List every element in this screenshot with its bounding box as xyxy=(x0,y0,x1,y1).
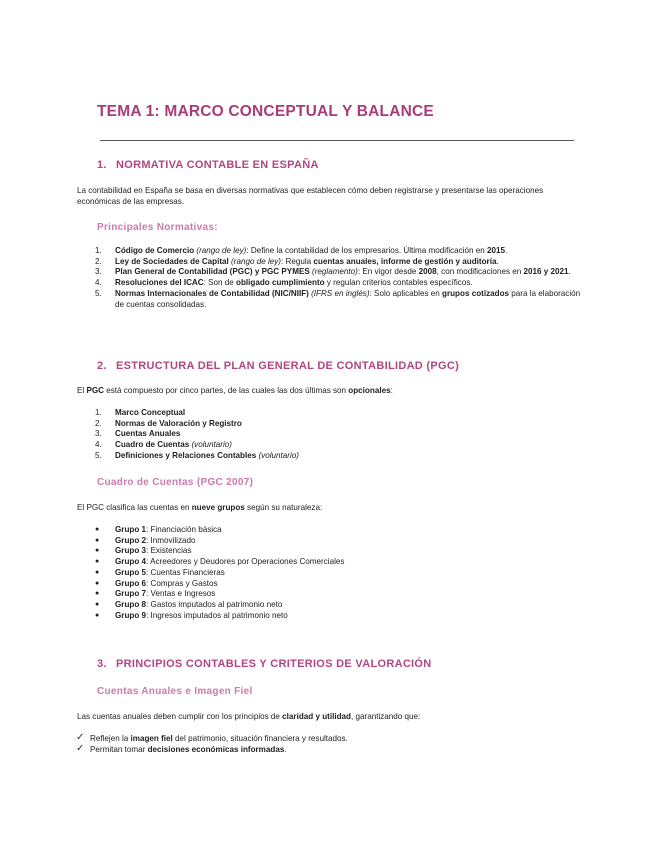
list-marker: 2. xyxy=(95,256,102,266)
list-item xyxy=(95,568,495,579)
list-item xyxy=(95,278,590,289)
intro-mid: está compuesto por cinco partes, de las cuales las dos últimas son xyxy=(104,386,349,395)
group-label: Grupo 3 xyxy=(115,546,147,556)
list-item xyxy=(95,611,495,622)
item-highlight-2: 2016 y 2021 xyxy=(523,267,569,277)
part-title: Marco Conceptual xyxy=(115,408,186,417)
part-title: Cuadro de Cuentas xyxy=(115,440,190,450)
item-title: Resoluciones del ICAC xyxy=(115,278,204,288)
group-label: Grupo 1 xyxy=(115,525,147,534)
section3-heading xyxy=(97,658,432,670)
section1-heading xyxy=(97,159,319,171)
list-marker: 5. xyxy=(95,450,102,460)
list-item xyxy=(95,408,495,419)
item-highlight: grupos cotizados xyxy=(442,288,510,298)
section3-subheading: Cuentas Anuales e Imagen Fiel xyxy=(97,686,253,697)
bullet-icon: ● xyxy=(95,600,100,608)
list-item xyxy=(95,546,495,557)
intro-tail: : xyxy=(390,386,393,395)
section2-title: ESTRUCTURA DEL PLAN GENERAL DE CONTABILIDAD (PGC) xyxy=(116,360,460,372)
item-text: : Define la contabilidad de los empresarios. Última modificación en xyxy=(246,246,488,255)
item-tail: . xyxy=(505,246,508,255)
item-highlight: obligado cumplimiento xyxy=(236,278,325,288)
intro-pre: El xyxy=(77,386,87,395)
group-label: Grupo 5 xyxy=(115,567,147,577)
list-item xyxy=(95,600,495,611)
list-item xyxy=(95,257,590,268)
group-desc: : Compras y Gastos xyxy=(146,578,218,588)
list-marker: 3. xyxy=(95,267,102,277)
section2-intro xyxy=(77,385,557,396)
intro-tail: , garantizando que: xyxy=(351,712,421,721)
bullet-icon: ● xyxy=(95,590,100,598)
group-label: Grupo 2 xyxy=(115,535,147,545)
group-desc: : Existencias xyxy=(146,546,192,556)
checklist xyxy=(76,734,536,755)
list-item xyxy=(95,267,590,278)
check-item xyxy=(76,734,536,745)
group-desc: : Financiación básica xyxy=(146,525,222,534)
bullet-icon: ● xyxy=(95,547,100,555)
groups-intro-tail: según su naturaleza: xyxy=(244,503,323,512)
group-label: Grupo 6 xyxy=(115,578,147,588)
intro-bold: PGC xyxy=(86,386,104,395)
group-label: Grupo 7 xyxy=(115,589,147,599)
check-bold: decisiones económicas informadas xyxy=(147,744,285,754)
groups-intro-bold: nueve grupos xyxy=(191,503,245,512)
intro-pre: Las cuentas anuales deben cumplir con los principios de xyxy=(77,712,283,721)
section1-intro: La contabilidad en España se basa en diversas normativas que establecen cómo deben registrarse y presentarse las operaciones económicas de las empresas. xyxy=(77,186,544,206)
section1-title: NORMATIVA CONTABLE EN ESPAÑA xyxy=(116,159,319,171)
item-tail: para la elaboración de cuentas consolidadas. xyxy=(115,288,581,309)
group-desc: : Ingresos imputados al patrimonio neto xyxy=(146,610,288,620)
check-tail: . xyxy=(284,744,287,754)
section1-number: 1. xyxy=(97,159,107,171)
page-title: TEMA 1: MARCO CONCEPTUAL Y BALANCE xyxy=(97,103,434,120)
list-marker: 4. xyxy=(95,440,102,450)
item-highlight: 2008 xyxy=(418,267,437,277)
list-marker: 1. xyxy=(95,408,102,417)
check-pre: Permitan tomar xyxy=(90,744,148,754)
list-item xyxy=(95,289,590,310)
list-item xyxy=(95,589,495,600)
bullet-icon: ● xyxy=(95,568,100,576)
group-label: Grupo 9 xyxy=(115,610,147,620)
bullet-icon: ● xyxy=(95,558,100,566)
item-note: (rango de ley) xyxy=(194,246,247,255)
list-marker: 3. xyxy=(95,429,102,439)
group-desc: : Acreedores y Deudores por Operaciones Comerciales xyxy=(146,557,345,567)
item-note: (reglamento) xyxy=(309,267,358,277)
list-marker: 2. xyxy=(95,418,102,428)
intro-bold-2: opcionales xyxy=(348,386,391,395)
item-title: Código de Comercio xyxy=(115,246,195,255)
part-note: (voluntario) xyxy=(256,450,299,460)
list-marker: 1. xyxy=(95,246,102,255)
bullet-icon: ● xyxy=(95,526,100,533)
section2-number: 2. xyxy=(97,360,107,372)
list-item xyxy=(95,440,495,451)
bullet-icon: ● xyxy=(95,611,100,619)
pgc-parts-list xyxy=(95,408,495,462)
check-pre: Reflejen la xyxy=(90,734,131,743)
list-item xyxy=(95,246,590,257)
list-item xyxy=(95,429,495,440)
list-item xyxy=(95,451,495,462)
section3-number: 3. xyxy=(97,658,107,670)
title-divider xyxy=(100,140,574,141)
normativas-list xyxy=(95,246,590,310)
item-tail: y regulan criterios contables específicos. xyxy=(324,278,473,288)
item-tail: , con modificaciones en xyxy=(436,267,524,277)
list-item xyxy=(95,579,495,590)
item-tail: . xyxy=(496,256,499,266)
check-bold: imagen fiel xyxy=(130,734,173,743)
item-note: (rango de ley) xyxy=(228,256,281,266)
group-label: Grupo 4 xyxy=(115,557,147,567)
group-desc: : Ventas e Ingresos xyxy=(146,589,216,599)
part-note: (voluntario) xyxy=(189,440,232,450)
part-title: Normas de Valoración y Registro xyxy=(115,418,242,428)
group-desc: : Inmovilizado xyxy=(146,535,196,545)
list-item xyxy=(95,419,495,430)
intro-bold: claridad y utilidad xyxy=(282,712,351,721)
group-label: Grupo 8 xyxy=(115,599,147,609)
section3-title: PRINCIPIOS CONTABLES Y CRITERIOS DE VALORACIÓN xyxy=(116,658,432,670)
section3-intro xyxy=(77,711,557,722)
section2-subheading: Cuadro de Cuentas (PGC 2007) xyxy=(97,477,254,488)
item-title: Normas Internacionales de Contabilidad (NIC/NIIF) xyxy=(115,288,309,298)
check-item xyxy=(76,742,536,756)
group-desc: : Cuentas Financieras xyxy=(146,567,225,577)
section1-subheading: Principales Normativas: xyxy=(97,222,218,233)
item-highlight: cuentas anuales, informe de gestión y auditoría xyxy=(313,256,497,266)
check-icon: ✓ xyxy=(76,732,85,743)
check-tail: del patrimonio, situación financiera y resultados. xyxy=(172,734,348,743)
item-note: (IFRS en inglés) xyxy=(308,288,370,298)
bullet-icon: ● xyxy=(95,536,100,544)
account-groups-list xyxy=(95,525,495,621)
part-title: Definiciones y Relaciones Contables xyxy=(115,450,257,460)
list-marker: 4. xyxy=(95,278,102,288)
bullet-icon: ● xyxy=(95,579,100,587)
item-text: : Regula xyxy=(281,256,314,266)
item-text: : Solo aplicables en xyxy=(369,288,443,298)
item-tail-2: . xyxy=(568,267,571,277)
list-item xyxy=(95,536,495,547)
part-title: Cuentas Anuales xyxy=(115,429,181,439)
groups-intro-pre: El PGC clasifica las cuentas en xyxy=(77,503,192,512)
item-text: : Son de xyxy=(203,278,237,288)
groups-intro xyxy=(77,502,557,513)
item-title: Plan General de Contabilidad (PGC) y PGC PYMES xyxy=(115,267,310,277)
item-highlight: 2015 xyxy=(487,246,506,255)
item-title: Ley de Sociedades de Capital xyxy=(115,256,229,266)
list-item xyxy=(95,525,495,536)
section2-heading xyxy=(97,360,459,372)
list-marker: 5. xyxy=(95,288,102,298)
check-icon: ✓ xyxy=(76,742,85,754)
item-text: : En vigor desde xyxy=(357,267,419,277)
group-desc: : Gastos imputados al patrimonio neto xyxy=(146,599,283,609)
list-item xyxy=(95,557,495,568)
